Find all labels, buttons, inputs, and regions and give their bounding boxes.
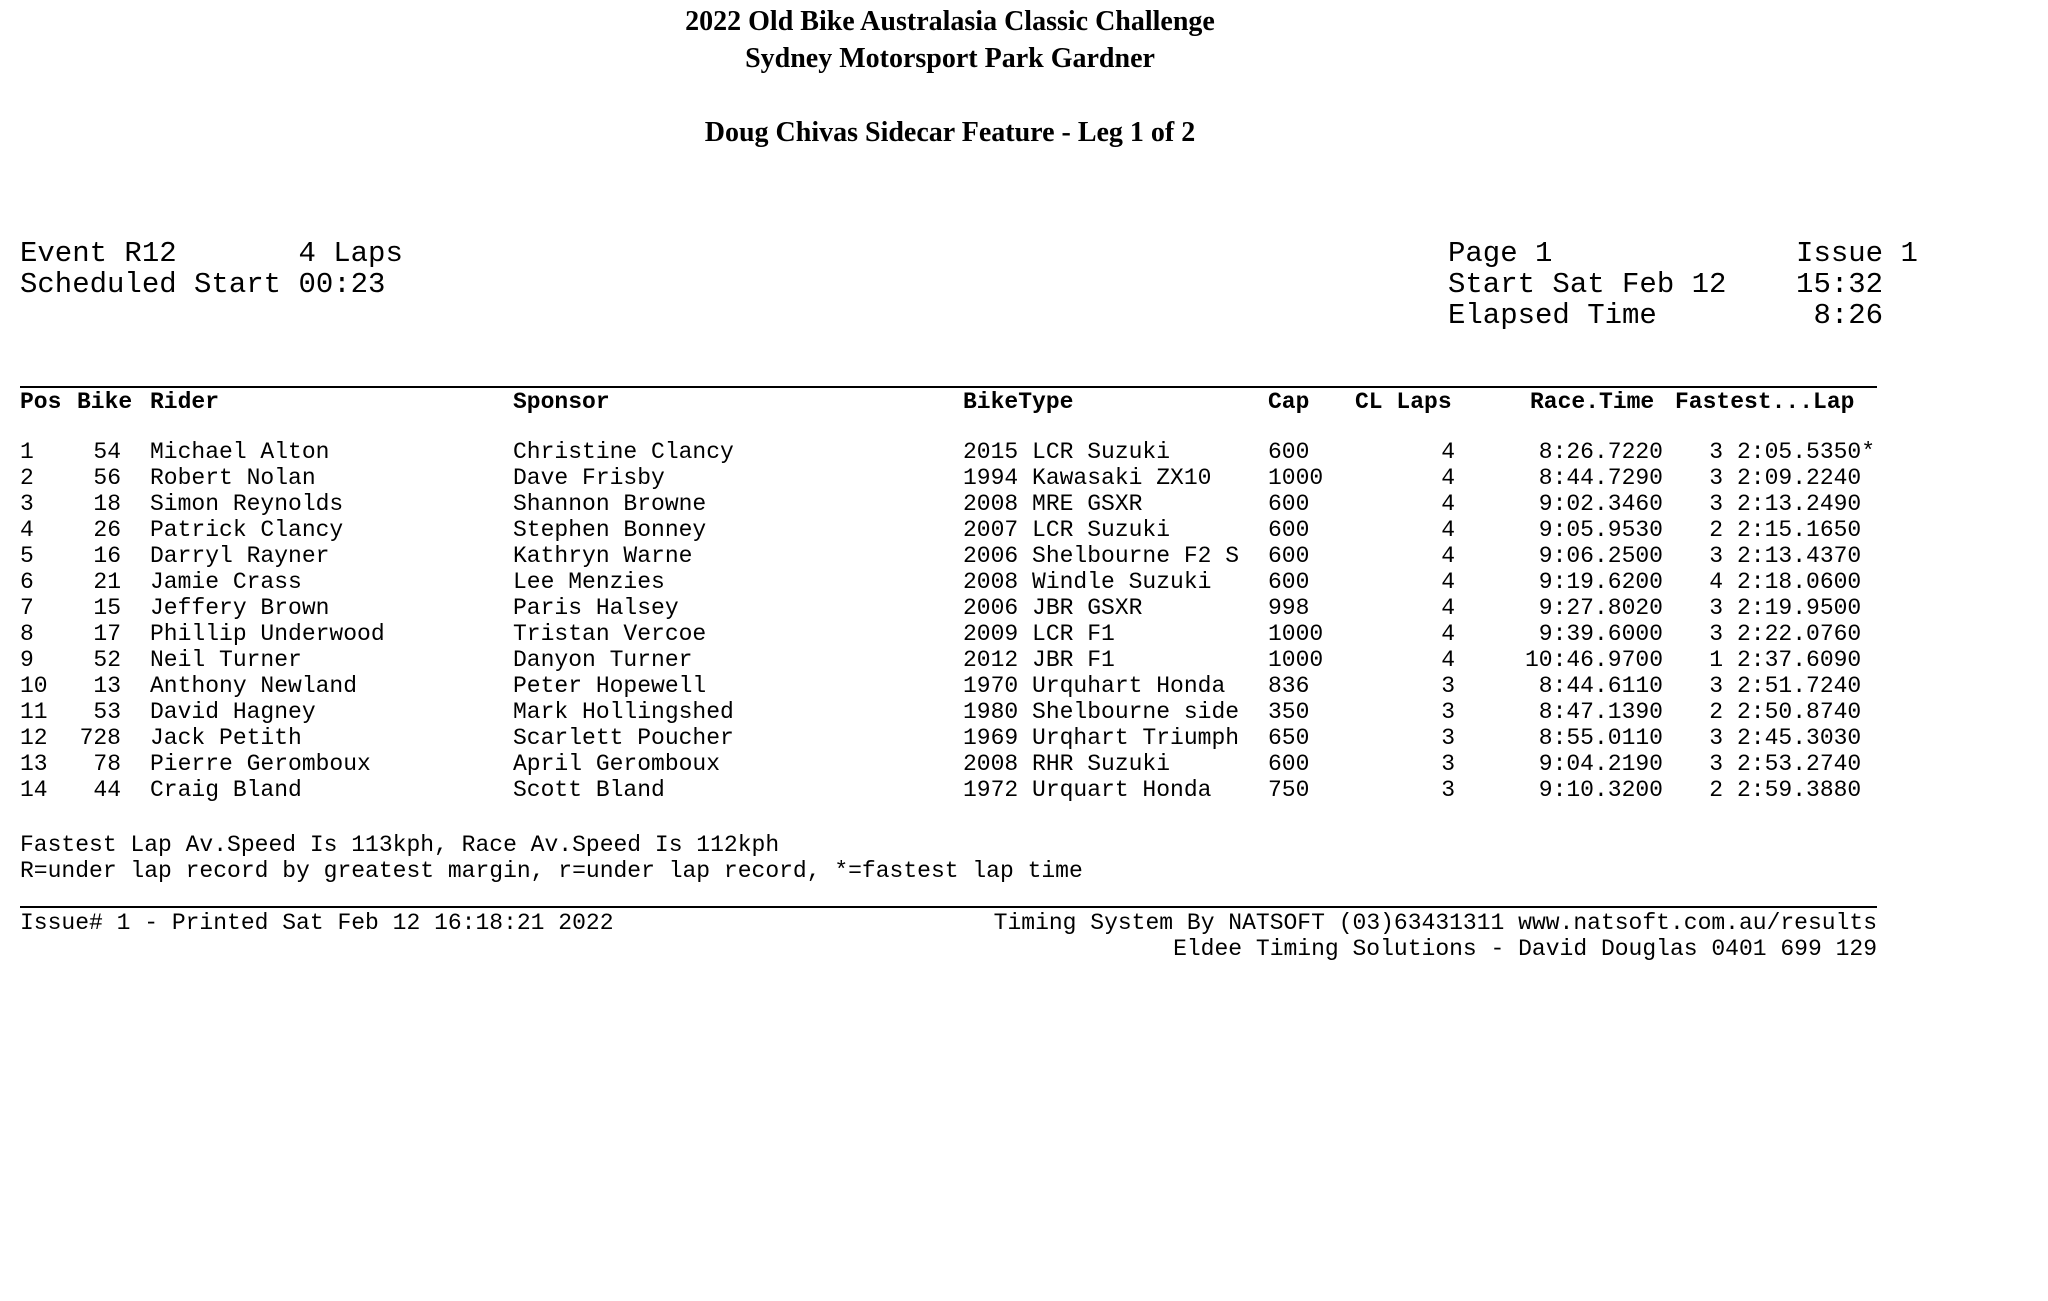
- table-row: [0, 491, 2048, 517]
- scheduled-start-line: Scheduled Start 00:23: [20, 268, 386, 301]
- table-row: [0, 517, 2048, 543]
- row-race-time: 8:26.7220: [1538, 439, 1663, 465]
- row-bike-number: 44: [93, 777, 121, 803]
- row-sponsor: April Geromboux: [513, 751, 721, 777]
- row-sponsor: Dave Frisby: [513, 465, 665, 491]
- row-capacity: 1000: [1268, 621, 1324, 647]
- header-divider: [20, 386, 1877, 388]
- row-race-time: 9:19.6200: [1538, 569, 1663, 595]
- row-fastest-lap-number: 3: [1709, 491, 1723, 517]
- row-race-time: 9:10.3200: [1538, 777, 1663, 803]
- row-fastest-lap-number: 3: [1709, 673, 1723, 699]
- row-bike-type: 1972 Urquart Honda: [963, 777, 1212, 803]
- row-bike-type: 2006 Shelbourne F2 S: [963, 543, 1240, 569]
- row-fastest-lap-time: 2:50.8740: [1737, 699, 1862, 725]
- col-header-sponsor: Sponsor: [513, 389, 610, 415]
- row-race-time: 9:06.2500: [1538, 543, 1663, 569]
- table-row: [0, 725, 2048, 751]
- row-fastest-lap-number: 3: [1709, 439, 1723, 465]
- row-bike-number: 52: [93, 647, 121, 673]
- row-rider: Jack Petith: [150, 725, 302, 751]
- col-header-fastest-lap: Fastest...Lap: [1675, 389, 1855, 415]
- row-bike-number: 53: [93, 699, 121, 725]
- col-header-bike: Bike: [77, 389, 133, 415]
- row-capacity: 836: [1268, 673, 1310, 699]
- event-line: Event R12 4 Laps: [20, 237, 403, 270]
- row-fastest-lap-time: 2:59.3880: [1737, 777, 1862, 803]
- row-laps: 4: [1441, 491, 1455, 517]
- row-position: 9: [20, 647, 34, 673]
- row-bike-number: 17: [93, 621, 121, 647]
- col-header-cl-laps: CL Laps: [1355, 389, 1452, 415]
- row-laps: 4: [1441, 621, 1455, 647]
- row-rider: Phillip Underwood: [150, 621, 385, 647]
- row-bike-type: 2008 MRE GSXR: [963, 491, 1143, 517]
- col-header-rider: Rider: [150, 389, 220, 415]
- row-sponsor: Scott Bland: [513, 777, 665, 803]
- row-sponsor: Shannon Browne: [513, 491, 707, 517]
- row-bike-type: 2015 LCR Suzuki: [963, 439, 1171, 465]
- row-bike-type: 2008 Windle Suzuki: [963, 569, 1212, 595]
- row-bike-number: 21: [93, 569, 121, 595]
- row-bike-type: 1994 Kawasaki ZX10: [963, 465, 1212, 491]
- row-rider: Patrick Clancy: [150, 517, 344, 543]
- row-bike-type: 1980 Shelbourne side: [963, 699, 1240, 725]
- row-position: 11: [20, 699, 48, 725]
- row-fastest-lap-time: 2:09.2240: [1737, 465, 1862, 491]
- row-race-time: 8:47.1390: [1538, 699, 1663, 725]
- col-header-race-time: Race.Time: [1530, 389, 1655, 415]
- row-sponsor: Christine Clancy: [513, 439, 734, 465]
- document-title: 2022 Old Bike Australasia Classic Challenge: [685, 6, 1215, 37]
- row-bike-number: 18: [93, 491, 121, 517]
- row-sponsor: Stephen Bonney: [513, 517, 707, 543]
- row-capacity: 600: [1268, 491, 1310, 517]
- row-fastest-lap-number: 2: [1709, 699, 1723, 725]
- row-bike-type: 2006 JBR GSXR: [963, 595, 1143, 621]
- row-fastest-lap-time: 2:18.0600: [1737, 569, 1862, 595]
- row-bike-type: 1969 Urqhart Triumph: [963, 725, 1240, 751]
- row-position: 1: [20, 439, 34, 465]
- row-race-time: 9:39.6000: [1538, 621, 1663, 647]
- race-title: Doug Chivas Sidecar Feature - Leg 1 of 2: [704, 117, 1196, 148]
- row-position: 12: [20, 725, 48, 751]
- row-fastest-lap-number: 3: [1709, 621, 1723, 647]
- row-capacity: 600: [1268, 543, 1310, 569]
- table-row: [0, 569, 2048, 595]
- row-capacity: 998: [1268, 595, 1310, 621]
- table-row: [0, 647, 2048, 673]
- table-row: [0, 595, 2048, 621]
- row-sponsor: Tristan Vercoe: [513, 621, 707, 647]
- row-fastest-lap-time: 2:37.6090: [1737, 647, 1862, 673]
- row-bike-number: 15: [93, 595, 121, 621]
- row-rider: Jamie Crass: [150, 569, 302, 595]
- row-capacity: 600: [1268, 751, 1310, 777]
- row-capacity: 750: [1268, 777, 1310, 803]
- footer-divider: [20, 906, 1877, 908]
- row-race-time: 10:46.9700: [1524, 647, 1663, 673]
- row-laps: 4: [1441, 517, 1455, 543]
- row-sponsor: Scarlett Poucher: [513, 725, 734, 751]
- row-sponsor: Peter Hopewell: [513, 673, 707, 699]
- row-position: 10: [20, 673, 48, 699]
- row-bike-type: 2007 LCR Suzuki: [963, 517, 1171, 543]
- row-rider: Simon Reynolds: [150, 491, 344, 517]
- row-position: 4: [20, 517, 34, 543]
- row-laps: 4: [1441, 543, 1455, 569]
- row-rider: Darryl Rayner: [150, 543, 330, 569]
- row-bike-number: 13: [93, 673, 121, 699]
- col-header-pos: Pos: [20, 389, 62, 415]
- row-laps: 4: [1441, 647, 1455, 673]
- row-fastest-lap-time: 2:45.3030: [1737, 725, 1862, 751]
- col-header-cap: Cap: [1268, 389, 1310, 415]
- legend-note: R=under lap record by greatest margin, r=under lap record, *=fastest lap time: [20, 858, 1083, 884]
- row-laps: 4: [1441, 465, 1455, 491]
- row-capacity: 1000: [1268, 465, 1324, 491]
- row-rider: Neil Turner: [150, 647, 302, 673]
- table-row: [0, 543, 2048, 569]
- event-info-left: [20, 238, 403, 300]
- table-row: [0, 465, 2048, 491]
- row-position: 13: [20, 751, 48, 777]
- row-position: 5: [20, 543, 34, 569]
- row-capacity: 600: [1268, 517, 1310, 543]
- table-row: [0, 621, 2048, 647]
- table-row: [0, 699, 2048, 725]
- row-bike-number: 16: [93, 543, 121, 569]
- row-rider: Jeffery Brown: [150, 595, 330, 621]
- row-rider: Michael Alton: [150, 439, 330, 465]
- row-capacity: 600: [1268, 569, 1310, 595]
- row-race-time: 9:04.2190: [1538, 751, 1663, 777]
- row-race-time: 9:27.8020: [1538, 595, 1663, 621]
- col-header-biketype: BikeType: [963, 389, 1074, 415]
- row-fastest-lap-number: 3: [1709, 543, 1723, 569]
- row-sponsor: Lee Menzies: [513, 569, 665, 595]
- row-position: 7: [20, 595, 34, 621]
- table-row: [0, 673, 2048, 699]
- row-rider: Pierre Geromboux: [150, 751, 371, 777]
- row-rider: Craig Bland: [150, 777, 302, 803]
- row-capacity: 600: [1268, 439, 1310, 465]
- row-capacity: 650: [1268, 725, 1310, 751]
- row-capacity: 350: [1268, 699, 1310, 725]
- row-sponsor: Kathryn Warne: [513, 543, 693, 569]
- row-rider: David Hagney: [150, 699, 316, 725]
- row-bike-number: 26: [93, 517, 121, 543]
- row-fastest-lap-number: 3: [1709, 751, 1723, 777]
- row-bike-type: 2009 LCR F1: [963, 621, 1115, 647]
- table-row: [0, 439, 2048, 465]
- row-position: 14: [20, 777, 48, 803]
- timing-system-info: Timing System By NATSOFT (03)63431311 www.natsoft.com.au/results: [993, 910, 1877, 936]
- start-time-line: Start Sat Feb 12 15:32: [1448, 268, 1884, 301]
- row-fastest-lap-number: 1: [1709, 647, 1723, 673]
- table-row: [0, 751, 2048, 777]
- row-laps: 3: [1441, 777, 1455, 803]
- row-race-time: 9:05.9530: [1538, 517, 1663, 543]
- row-laps: 3: [1441, 725, 1455, 751]
- printed-info: Issue# 1 - Printed Sat Feb 12 16:18:21 2022: [20, 910, 614, 936]
- row-bike-number: 78: [93, 751, 121, 777]
- row-position: 8: [20, 621, 34, 647]
- row-fastest-lap-number: 4: [1709, 569, 1723, 595]
- row-capacity: 1000: [1268, 647, 1324, 673]
- page-issue-line: Page 1 Issue 1: [1448, 237, 1918, 270]
- speed-note: Fastest Lap Av.Speed Is 113kph, Race Av.Speed Is 112kph: [20, 832, 780, 858]
- row-bike-number: 54: [93, 439, 121, 465]
- row-fastest-lap-time: 2:51.7240: [1737, 673, 1862, 699]
- row-sponsor: Danyon Turner: [513, 647, 693, 673]
- row-fastest-lap-time: 2:53.2740: [1737, 751, 1862, 777]
- row-position: 2: [20, 465, 34, 491]
- row-position: 6: [20, 569, 34, 595]
- row-fastest-lap-number: 2: [1709, 777, 1723, 803]
- row-fastest-lap-number: 3: [1709, 595, 1723, 621]
- row-fastest-lap-number: 3: [1709, 465, 1723, 491]
- row-fastest-lap-time: 2:05.5350*: [1737, 439, 1876, 465]
- row-race-time: 8:44.7290: [1538, 465, 1663, 491]
- row-fastest-lap-time: 2:19.9500: [1737, 595, 1862, 621]
- table-row: [0, 777, 2048, 803]
- row-bike-type: 2008 RHR Suzuki: [963, 751, 1171, 777]
- elapsed-time-line: Elapsed Time 8:26: [1448, 299, 1884, 332]
- row-race-time: 8:44.6110: [1538, 673, 1663, 699]
- row-laps: 3: [1441, 751, 1455, 777]
- row-rider: Anthony Newland: [150, 673, 358, 699]
- row-laps: 3: [1441, 673, 1455, 699]
- row-bike-number: 728: [79, 725, 121, 751]
- row-position: 3: [20, 491, 34, 517]
- row-sponsor: Mark Hollingshed: [513, 699, 734, 725]
- row-fastest-lap-time: 2:15.1650: [1737, 517, 1862, 543]
- row-fastest-lap-time: 2:22.0760: [1737, 621, 1862, 647]
- venue-title: Sydney Motorsport Park Gardner: [745, 43, 1155, 74]
- row-bike-type: 1970 Urquhart Honda: [963, 673, 1226, 699]
- row-fastest-lap-time: 2:13.4370: [1737, 543, 1862, 569]
- row-laps: 3: [1441, 699, 1455, 725]
- event-info-right: [1448, 238, 1918, 331]
- row-laps: 4: [1441, 439, 1455, 465]
- row-fastest-lap-number: 3: [1709, 725, 1723, 751]
- timing-provider-info: Eldee Timing Solutions - David Douglas 0401 699 129: [1173, 936, 1877, 962]
- row-rider: Robert Nolan: [150, 465, 316, 491]
- row-race-time: 9:02.3460: [1538, 491, 1663, 517]
- row-fastest-lap-time: 2:13.2490: [1737, 491, 1862, 517]
- row-bike-type: 2012 JBR F1: [963, 647, 1115, 673]
- row-race-time: 8:55.0110: [1538, 725, 1663, 751]
- row-laps: 4: [1441, 569, 1455, 595]
- row-bike-number: 56: [93, 465, 121, 491]
- row-laps: 4: [1441, 595, 1455, 621]
- row-sponsor: Paris Halsey: [513, 595, 679, 621]
- row-fastest-lap-number: 2: [1709, 517, 1723, 543]
